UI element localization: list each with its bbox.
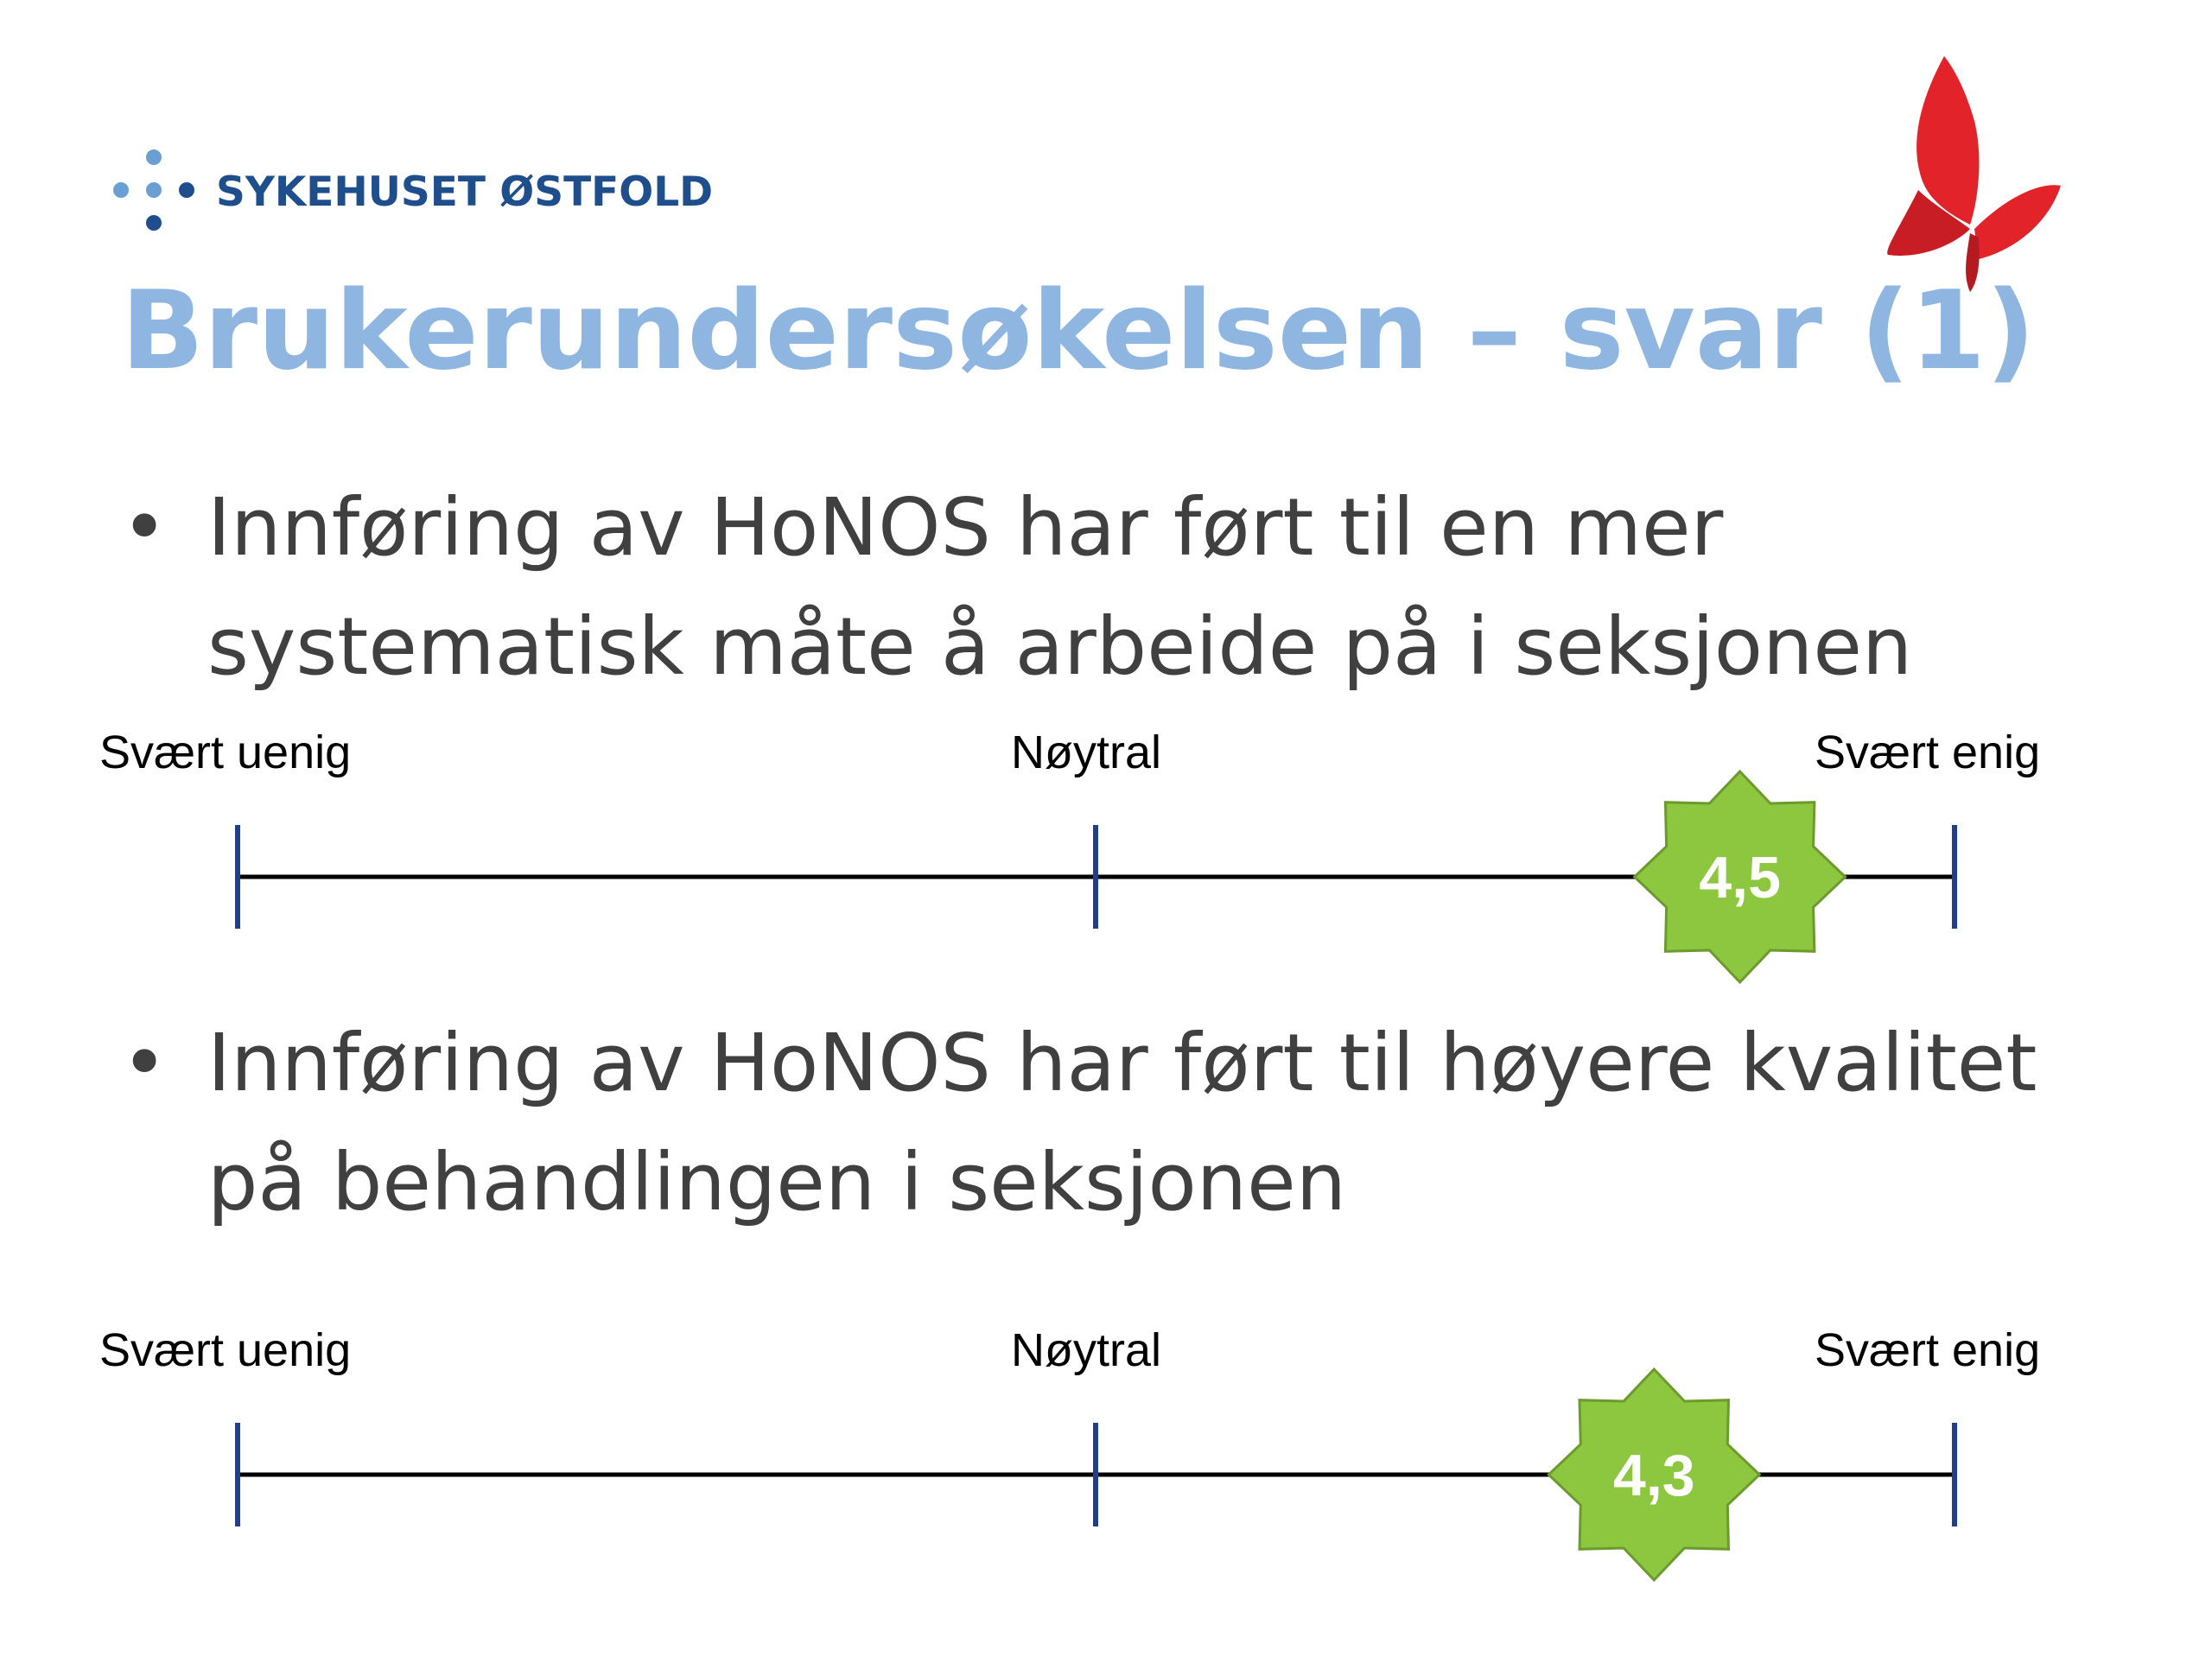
value-star-marker	[1548, 1369, 1759, 1580]
scale-label-left: Svært uenig	[99, 727, 352, 778]
likert-scale-1	[0, 726, 2212, 1071]
value-star-marker	[1635, 771, 1846, 982]
value-label: 4,5	[1699, 845, 1781, 911]
scale-svg	[0, 726, 2212, 1002]
bullet-point: •	[121, 481, 168, 574]
scale-label-middle: Nøytral	[1011, 727, 1161, 778]
scale-label-right: Svært enig	[1815, 727, 2041, 778]
hospital-logo	[112, 149, 713, 235]
bullet-point: •	[121, 1017, 168, 1109]
dots-logo-icon	[112, 149, 199, 235]
scale-svg	[0, 1323, 2212, 1600]
scale-label-middle: Nøytral	[1011, 1324, 1161, 1376]
scale-label-right: Svært enig	[1815, 1324, 2041, 1376]
question-text: Innføring av HoNOS har ført til høyere kvalitet på behandlingen i seksjonen	[207, 1017, 2037, 1228]
hospital-name: SYKEHUSET ØSTFOLD	[216, 168, 714, 216]
butterfly-logo-icon	[1884, 52, 2065, 294]
likert-scale-2	[0, 1323, 2212, 1669]
question-text: Innføring av HoNOS har ført til en mer systematisk måte å arbeide på i seksjonen	[207, 481, 1913, 693]
page-title: Brukerundersøkelsen – svar (1)	[121, 267, 2036, 394]
scale-label-left: Svært uenig	[99, 1324, 352, 1376]
value-label: 4,3	[1613, 1443, 1695, 1508]
question-1	[121, 468, 2108, 707]
